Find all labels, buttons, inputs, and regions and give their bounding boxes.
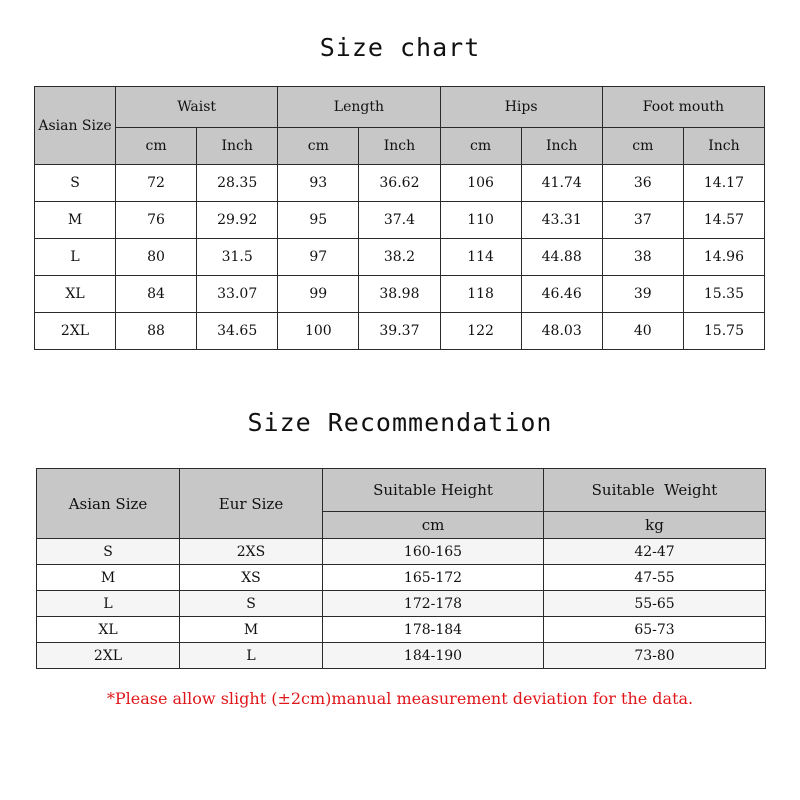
table-cell: 44.88 bbox=[521, 239, 602, 276]
table-cell: 80 bbox=[116, 239, 197, 276]
table-cell: 38.2 bbox=[359, 239, 440, 276]
table-cell: XL bbox=[35, 276, 116, 313]
table-cell: 34.65 bbox=[197, 313, 278, 350]
table-cell: S bbox=[37, 539, 180, 565]
table-cell: 14.17 bbox=[683, 165, 764, 202]
table-cell: 15.75 bbox=[683, 313, 764, 350]
table-cell: 118 bbox=[440, 276, 521, 313]
table-cell: 2XL bbox=[35, 313, 116, 350]
table-cell: 37.4 bbox=[359, 202, 440, 239]
table-cell: 165-172 bbox=[323, 565, 544, 591]
table-cell: 76 bbox=[116, 202, 197, 239]
table-cell: 95 bbox=[278, 202, 359, 239]
table-cell: 36.62 bbox=[359, 165, 440, 202]
table-cell: 36 bbox=[602, 165, 683, 202]
table-cell: 172-178 bbox=[323, 591, 544, 617]
table-cell: 72 bbox=[116, 165, 197, 202]
table-cell: 99 bbox=[278, 276, 359, 313]
table-cell: 106 bbox=[440, 165, 521, 202]
table-cell: 47-55 bbox=[544, 565, 766, 591]
table-cell: 14.57 bbox=[683, 202, 764, 239]
unit-header: Inch bbox=[683, 128, 764, 165]
table-cell: M bbox=[180, 617, 323, 643]
unit-header: cm bbox=[116, 128, 197, 165]
table-cell: 93 bbox=[278, 165, 359, 202]
unit-header: cm bbox=[278, 128, 359, 165]
table-cell: 184-190 bbox=[323, 643, 544, 669]
table-cell: 29.92 bbox=[197, 202, 278, 239]
table-cell: 178-184 bbox=[323, 617, 544, 643]
unit-header: cm bbox=[602, 128, 683, 165]
unit-header: Inch bbox=[197, 128, 278, 165]
table-cell: L bbox=[180, 643, 323, 669]
table-cell: 2XL bbox=[37, 643, 180, 669]
table-cell: S bbox=[180, 591, 323, 617]
unit-header: Inch bbox=[359, 128, 440, 165]
table-cell: 31.5 bbox=[197, 239, 278, 276]
table-cell: 55-65 bbox=[544, 591, 766, 617]
table-cell: 97 bbox=[278, 239, 359, 276]
height-unit-header: cm bbox=[323, 512, 544, 539]
table-row bbox=[37, 565, 766, 591]
table-cell: XL bbox=[37, 617, 180, 643]
asian-size-header: Asian Size bbox=[37, 469, 180, 539]
table-row bbox=[35, 165, 765, 202]
table-cell: 84 bbox=[116, 276, 197, 313]
table-row bbox=[35, 202, 765, 239]
waist-header: Waist bbox=[116, 87, 278, 128]
table-cell: 33.07 bbox=[197, 276, 278, 313]
table-cell: 40 bbox=[602, 313, 683, 350]
eur-size-header: Eur Size bbox=[180, 469, 323, 539]
table-cell: XS bbox=[180, 565, 323, 591]
size-chart-title: Size chart bbox=[319, 33, 481, 62]
table-cell: 88 bbox=[116, 313, 197, 350]
table-cell: L bbox=[35, 239, 116, 276]
unit-header: Inch bbox=[521, 128, 602, 165]
unit-header: cm bbox=[440, 128, 521, 165]
table-cell: L bbox=[37, 591, 180, 617]
size-chart-table bbox=[34, 86, 765, 350]
table-cell: 114 bbox=[440, 239, 521, 276]
size-recommendation-table bbox=[36, 468, 766, 669]
table-cell: 110 bbox=[440, 202, 521, 239]
table-cell: 46.46 bbox=[521, 276, 602, 313]
table-cell: 28.35 bbox=[197, 165, 278, 202]
weight-unit-header: kg bbox=[544, 512, 766, 539]
table-cell: 42-47 bbox=[544, 539, 766, 565]
height-header: Suitable Height bbox=[323, 469, 544, 512]
table-cell: 14.96 bbox=[683, 239, 764, 276]
table-cell: 160-165 bbox=[323, 539, 544, 565]
table-cell: 43.31 bbox=[521, 202, 602, 239]
table-row bbox=[37, 643, 766, 669]
table-cell: 38 bbox=[602, 239, 683, 276]
table-cell: 48.03 bbox=[521, 313, 602, 350]
foot-mouth-header: Foot mouth bbox=[602, 87, 764, 128]
table-row bbox=[37, 617, 766, 643]
table-cell: 65-73 bbox=[544, 617, 766, 643]
table-row bbox=[37, 591, 766, 617]
weight-header: Suitable Weight bbox=[544, 469, 766, 512]
measurement-note: *Please allow slight (±2cm)manual measurement deviation for the data. bbox=[106, 689, 694, 708]
table-cell: 37 bbox=[602, 202, 683, 239]
table-cell: 39 bbox=[602, 276, 683, 313]
table-cell: 100 bbox=[278, 313, 359, 350]
table-cell: 41.74 bbox=[521, 165, 602, 202]
table-cell: M bbox=[37, 565, 180, 591]
table-cell: 15.35 bbox=[683, 276, 764, 313]
length-header: Length bbox=[278, 87, 440, 128]
asian-size-header: Asian Size bbox=[35, 87, 116, 165]
table-row bbox=[35, 313, 765, 350]
table-cell: 2XS bbox=[180, 539, 323, 565]
table-cell: 122 bbox=[440, 313, 521, 350]
table-cell: S bbox=[35, 165, 116, 202]
table-cell: 38.98 bbox=[359, 276, 440, 313]
table-cell: 73-80 bbox=[544, 643, 766, 669]
table-row bbox=[37, 539, 766, 565]
table-cell: M bbox=[35, 202, 116, 239]
size-recommendation-title: Size Recommendation bbox=[247, 408, 553, 437]
hips-header: Hips bbox=[440, 87, 602, 128]
table-row bbox=[35, 276, 765, 313]
table-row bbox=[35, 239, 765, 276]
table-cell: 39.37 bbox=[359, 313, 440, 350]
